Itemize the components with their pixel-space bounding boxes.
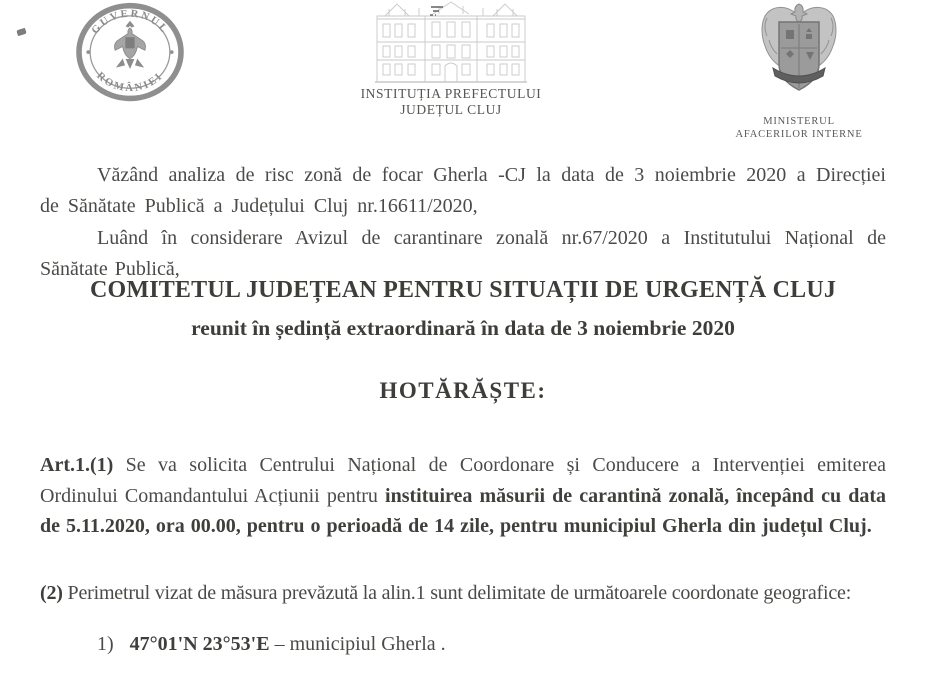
government-seal-icon: [74, 2, 186, 104]
article-1-label: Art.1.(1): [40, 454, 114, 476]
decision-heading: HOTĂRĂȘTE:: [379, 378, 547, 403]
article-1-bold-text: instituirea măsurii de carantină zonală, începând cu data de 5.11.2020, ora 00.00, pentru o perioadă de 14 zile, pentru municipiul Gherla din județul Cluj.: [40, 484, 886, 537]
coordinates-value: 47°01'N 23°53'E: [129, 633, 270, 655]
prefecture-building-illustration: [375, 0, 527, 84]
coordinate-list-item: [97, 629, 857, 659]
scan-artifact-mark: [16, 28, 26, 36]
paragraph-alin-2: [40, 578, 886, 609]
coat-of-arms-icon: [753, 2, 845, 106]
alin-2-text: Perimetrul vizat de măsura prevăzută la alin.1 sunt delimitate de următoarele coordonate geografice:: [62, 582, 852, 604]
prefecture-caption-line1: INSTITUȚIA PREFECTULUI: [360, 86, 542, 101]
ministry-caption-line2: AFACERILOR INTERNE: [735, 129, 863, 140]
coordinates-label: – municipiul Gherla .: [269, 633, 446, 655]
session-subtitle: reunit în ședință extraordinară în data de 3 noiembrie 2020: [191, 316, 735, 340]
list-marker: 1): [97, 633, 114, 655]
seal-top-text: GUVERNUL: [89, 8, 171, 37]
article-1-text: Se va solicita Centrului Național de Coordonare și Conducere a Intervenției emiterea Ordinului Comandantului Acțiunii pentru: [40, 454, 886, 507]
alin-2-label: (2): [40, 582, 63, 604]
paragraph-vazand: Văzând analiza de risc zonă de focar Gherla -CJ la data de 3 noiembrie 2020 a Direcției de Sănătate Publică a Județului Cluj nr.16611/2020,: [40, 164, 886, 217]
prefecture-logo: [360, 0, 542, 118]
committee-title: COMITETUL JUDEȚEAN PENTRU SITUAȚII DE URGENȚĂ CLUJ: [89, 277, 837, 303]
seal-bottom-text: ROMÂNIEI: [94, 70, 166, 95]
paragraph-luand: Luând în considerare Avizul de carantinare zonală nr.67/2020 a Institutului Național de Sănătate Publică,: [40, 227, 886, 280]
article-1-paragraph: [40, 450, 886, 542]
prefecture-caption-line2: JUDEȚUL CLUJ: [400, 102, 502, 117]
government-seal-svg: [74, 2, 186, 104]
seal-eagle-icon: [115, 21, 146, 67]
ministry-caption-line1: MINISTERUL: [763, 116, 835, 127]
ministry-logo: [724, 2, 874, 141]
